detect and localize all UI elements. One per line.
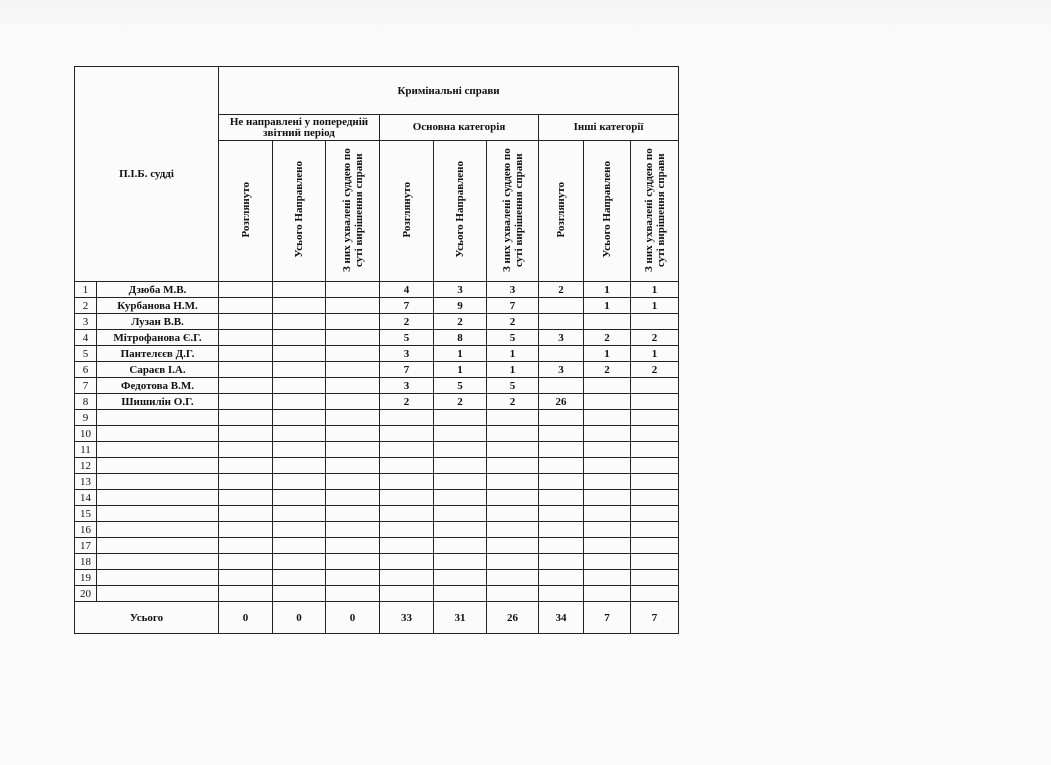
table-row — [75, 490, 679, 506]
table-cell — [326, 490, 380, 506]
judge-name — [97, 554, 219, 570]
judges-cases-report-table — [74, 66, 679, 634]
judge-name: Пантелєєв Д.Г. — [97, 346, 219, 362]
subcolumn-header — [434, 141, 487, 282]
table-cell: 2 — [584, 330, 631, 346]
group-header-not-sent-previous-period: Не направлені у попередній звітний період — [219, 115, 380, 141]
table-cell — [434, 458, 487, 474]
table-cell: 2 — [584, 362, 631, 378]
row-number: 5 — [75, 346, 97, 362]
table-cell — [539, 458, 584, 474]
table-cell — [326, 346, 380, 362]
table-cell: 8 — [434, 330, 487, 346]
table-cell: 1 — [584, 282, 631, 298]
table-cell — [380, 586, 434, 602]
table-cell — [487, 570, 539, 586]
table-cell — [326, 458, 380, 474]
table-cell — [219, 490, 273, 506]
table-row — [75, 426, 679, 442]
table-cell — [584, 538, 631, 554]
table-cell: 26 — [539, 394, 584, 410]
scan-shadow — [0, 0, 1051, 38]
table-cell — [326, 586, 380, 602]
table-cell — [326, 442, 380, 458]
table-cell — [487, 442, 539, 458]
table-cell — [487, 490, 539, 506]
table-cell: 1 — [631, 346, 679, 362]
table-cell — [380, 426, 434, 442]
table-row — [75, 442, 679, 458]
table-cell — [539, 346, 584, 362]
table-cell — [219, 346, 273, 362]
table-row — [75, 298, 679, 314]
table-cell — [219, 538, 273, 554]
table-cell — [326, 314, 380, 330]
judge-name — [97, 522, 219, 538]
judge-name: Сараєв І.А. — [97, 362, 219, 378]
row-number: 12 — [75, 458, 97, 474]
subcolumn-header — [326, 141, 380, 282]
row-number: 4 — [75, 330, 97, 346]
table-cell: 3 — [380, 346, 434, 362]
table-row — [75, 554, 679, 570]
table-cell — [539, 378, 584, 394]
table-cell — [487, 410, 539, 426]
table-cell: 1 — [584, 346, 631, 362]
table-cell: 1 — [584, 298, 631, 314]
table-cell — [326, 410, 380, 426]
table-cell — [487, 586, 539, 602]
table-cell — [380, 522, 434, 538]
total-cell: 31 — [434, 602, 487, 634]
table-cell — [273, 362, 326, 378]
table-row — [75, 474, 679, 490]
subcolumn-header — [631, 141, 679, 282]
table-cell — [219, 442, 273, 458]
table-cell — [584, 458, 631, 474]
table-cell — [584, 378, 631, 394]
table-cell: 2 — [487, 394, 539, 410]
table-cell — [273, 554, 326, 570]
table-cell — [539, 506, 584, 522]
table-cell — [219, 410, 273, 426]
table-cell — [273, 346, 326, 362]
table-cell — [434, 570, 487, 586]
table-cell — [273, 474, 326, 490]
table-cell — [273, 442, 326, 458]
table-cell — [434, 522, 487, 538]
table-cell — [380, 442, 434, 458]
total-label: Усього — [75, 602, 219, 634]
table-cell — [273, 426, 326, 442]
table-row — [75, 538, 679, 554]
table-cell: 1 — [631, 282, 679, 298]
subcolumn-header-label: Розглянуто — [400, 181, 413, 238]
table-cell — [219, 570, 273, 586]
table-cell — [326, 538, 380, 554]
table-cell — [273, 282, 326, 298]
total-cell: 0 — [273, 602, 326, 634]
table-cell — [273, 538, 326, 554]
table-row — [75, 506, 679, 522]
table-cell: 7 — [487, 298, 539, 314]
table-cell — [219, 474, 273, 490]
table-cell — [219, 586, 273, 602]
table-row — [75, 586, 679, 602]
table-cell — [219, 362, 273, 378]
table-cell — [380, 410, 434, 426]
table-cell — [434, 506, 487, 522]
judge-name — [97, 410, 219, 426]
table-cell — [273, 298, 326, 314]
table-cell — [273, 586, 326, 602]
table-cell — [487, 538, 539, 554]
table-cell — [539, 570, 584, 586]
row-number: 17 — [75, 538, 97, 554]
table-cell: 3 — [380, 378, 434, 394]
judge-name: Федотова В.М. — [97, 378, 219, 394]
row-number: 13 — [75, 474, 97, 490]
table-cell: 7 — [380, 362, 434, 378]
table-cell — [434, 410, 487, 426]
table-cell — [584, 570, 631, 586]
table-cell: 5 — [487, 378, 539, 394]
subcolumn-header-label: Усього Направлено — [293, 161, 305, 258]
table-row — [75, 522, 679, 538]
table-cell — [326, 506, 380, 522]
table-cell: 1 — [434, 362, 487, 378]
table-cell — [631, 490, 679, 506]
table-cell — [631, 474, 679, 490]
table-cell — [631, 522, 679, 538]
table-cell — [584, 442, 631, 458]
row-number: 3 — [75, 314, 97, 330]
table-cell — [326, 570, 380, 586]
table-cell — [326, 362, 380, 378]
table-cell: 5 — [487, 330, 539, 346]
table-row — [75, 330, 679, 346]
table-cell — [584, 490, 631, 506]
table-cell — [631, 314, 679, 330]
total-cell: 0 — [219, 602, 273, 634]
table-cell — [584, 522, 631, 538]
subcolumn-header — [584, 141, 631, 282]
table-cell: 7 — [380, 298, 434, 314]
table-row — [75, 362, 679, 378]
table-cell — [326, 298, 380, 314]
table-cell — [380, 474, 434, 490]
table-cell — [631, 554, 679, 570]
subcolumn-header — [380, 141, 434, 282]
judge-name: Курбанова Н.М. — [97, 298, 219, 314]
table-cell — [219, 426, 273, 442]
table-cell — [326, 378, 380, 394]
row-number: 11 — [75, 442, 97, 458]
table-cell — [539, 522, 584, 538]
table-cell — [273, 378, 326, 394]
subcolumn-header — [539, 141, 584, 282]
judge-name — [97, 538, 219, 554]
table-cell — [273, 506, 326, 522]
table-cell — [631, 394, 679, 410]
table-row — [75, 378, 679, 394]
table-row — [75, 410, 679, 426]
table-cell — [487, 458, 539, 474]
row-number: 6 — [75, 362, 97, 378]
table-cell: 2 — [380, 394, 434, 410]
table-cell — [219, 554, 273, 570]
table-cell — [380, 490, 434, 506]
judge-name — [97, 586, 219, 602]
table-cell — [631, 538, 679, 554]
group-header-main-category: Основна категорія — [380, 115, 539, 141]
table-cell — [631, 570, 679, 586]
table-cell — [631, 458, 679, 474]
table-cell — [273, 522, 326, 538]
table-cell — [434, 490, 487, 506]
table-cell — [273, 410, 326, 426]
table-cell — [631, 586, 679, 602]
table-cell — [487, 474, 539, 490]
table-cell — [631, 506, 679, 522]
table-cell: 2 — [380, 314, 434, 330]
table-cell — [273, 570, 326, 586]
subcolumn-header — [273, 141, 326, 282]
total-cell: 34 — [539, 602, 584, 634]
table-cell — [584, 394, 631, 410]
table-cell — [434, 586, 487, 602]
subcolumn-header-label: З них ухвалені суддею по суті вирішення справи — [500, 147, 525, 272]
table-cell — [631, 410, 679, 426]
row-number: 16 — [75, 522, 97, 538]
table-cell — [487, 554, 539, 570]
table-cell — [434, 426, 487, 442]
subcolumn-header-label: Розглянуто — [555, 181, 567, 238]
table-cell — [539, 426, 584, 442]
judge-name — [97, 474, 219, 490]
subcolumn-header — [219, 141, 273, 282]
judge-name — [97, 506, 219, 522]
table-cell — [219, 458, 273, 474]
table-row — [75, 314, 679, 330]
total-cell: 7 — [631, 602, 679, 634]
total-cell: 26 — [487, 602, 539, 634]
table-cell — [434, 538, 487, 554]
row-number: 14 — [75, 490, 97, 506]
table-cell — [326, 554, 380, 570]
total-cell: 0 — [326, 602, 380, 634]
judge-name: Шишилін О.Г. — [97, 394, 219, 410]
table-cell — [584, 506, 631, 522]
table-cell — [380, 538, 434, 554]
judge-name — [97, 490, 219, 506]
table-cell — [326, 330, 380, 346]
table-cell: 2 — [434, 314, 487, 330]
table-cell — [584, 554, 631, 570]
table-cell: 2 — [631, 362, 679, 378]
table-cell — [487, 426, 539, 442]
table-cell: 2 — [434, 394, 487, 410]
subcolumn-header-label: Усього Направлено — [601, 161, 613, 258]
table-cell — [539, 410, 584, 426]
judge-name: Лузан В.В. — [97, 314, 219, 330]
table-cell: 1 — [434, 346, 487, 362]
table-cell — [487, 506, 539, 522]
table-cell — [434, 554, 487, 570]
row-number: 1 — [75, 282, 97, 298]
table-cell: 5 — [380, 330, 434, 346]
table-cell — [273, 330, 326, 346]
table-cell: 3 — [434, 282, 487, 298]
table-cell — [219, 314, 273, 330]
table-cell: 1 — [487, 362, 539, 378]
table-row — [75, 394, 679, 410]
table-cell — [219, 522, 273, 538]
table-row — [75, 570, 679, 586]
table-cell — [539, 538, 584, 554]
table-cell: 1 — [487, 346, 539, 362]
table-cell — [219, 282, 273, 298]
judge-name — [97, 570, 219, 586]
table-cell — [539, 586, 584, 602]
table-cell — [434, 474, 487, 490]
table-cell — [631, 442, 679, 458]
table-cell — [326, 474, 380, 490]
judge-name: Дзюба М.В. — [97, 282, 219, 298]
subcolumn-header-label: З них ухвалені суддею по суті вирішення справи — [642, 147, 667, 272]
group-header-other-categories: Інші категорії — [539, 115, 679, 141]
judge-name — [97, 458, 219, 474]
table-cell — [584, 410, 631, 426]
table-cell — [273, 394, 326, 410]
table-cell — [584, 426, 631, 442]
table-cell: 4 — [380, 282, 434, 298]
table-cell — [326, 522, 380, 538]
table-cell: 2 — [487, 314, 539, 330]
table-row — [75, 458, 679, 474]
table-cell — [326, 426, 380, 442]
subcolumn-header-label: Усього Направлено — [454, 161, 466, 258]
table-cell — [487, 522, 539, 538]
row-number: 10 — [75, 426, 97, 442]
judge-name-header: П.І.Б. судді — [75, 67, 219, 282]
table-cell — [584, 586, 631, 602]
table-cell — [434, 442, 487, 458]
table-cell — [380, 506, 434, 522]
table-cell — [584, 474, 631, 490]
table-cell — [380, 458, 434, 474]
row-number: 20 — [75, 586, 97, 602]
subcolumn-header-label: Розглянуто — [239, 181, 252, 238]
table-cell — [539, 490, 584, 506]
table-cell — [584, 314, 631, 330]
table-cell: 2 — [631, 330, 679, 346]
subcolumn-header — [487, 141, 539, 282]
table-cell: 1 — [631, 298, 679, 314]
total-cell: 7 — [584, 602, 631, 634]
table-cell — [539, 474, 584, 490]
table-cell — [539, 442, 584, 458]
table-cell — [219, 298, 273, 314]
table-row — [75, 346, 679, 362]
table-cell — [539, 298, 584, 314]
subcolumn-header-label: З них ухвалені суддею по суті вирішення справи — [340, 147, 365, 272]
table-cell: 3 — [539, 362, 584, 378]
row-number: 2 — [75, 298, 97, 314]
judge-name — [97, 426, 219, 442]
table-cell — [380, 570, 434, 586]
row-number: 8 — [75, 394, 97, 410]
table-row — [75, 282, 679, 298]
table-cell — [631, 426, 679, 442]
table-cell — [219, 378, 273, 394]
table-cell — [219, 330, 273, 346]
table-cell — [273, 458, 326, 474]
table-cell: 2 — [539, 282, 584, 298]
row-number: 18 — [75, 554, 97, 570]
row-number: 19 — [75, 570, 97, 586]
row-number: 9 — [75, 410, 97, 426]
criminal-cases-header: Кримінальні справи — [219, 67, 679, 115]
table-cell: 5 — [434, 378, 487, 394]
table-cell: 3 — [487, 282, 539, 298]
table-cell — [539, 314, 584, 330]
table-cell — [273, 490, 326, 506]
judge-name: Мітрофанова Є.Г. — [97, 330, 219, 346]
judge-name — [97, 442, 219, 458]
table-cell — [631, 378, 679, 394]
table-cell — [326, 282, 380, 298]
table-cell: 9 — [434, 298, 487, 314]
table-cell — [273, 314, 326, 330]
row-number: 15 — [75, 506, 97, 522]
table-cell — [326, 394, 380, 410]
table-cell — [219, 394, 273, 410]
table-cell — [219, 506, 273, 522]
table-cell — [539, 554, 584, 570]
table-cell — [380, 554, 434, 570]
row-number: 7 — [75, 378, 97, 394]
total-cell: 33 — [380, 602, 434, 634]
table-cell: 3 — [539, 330, 584, 346]
